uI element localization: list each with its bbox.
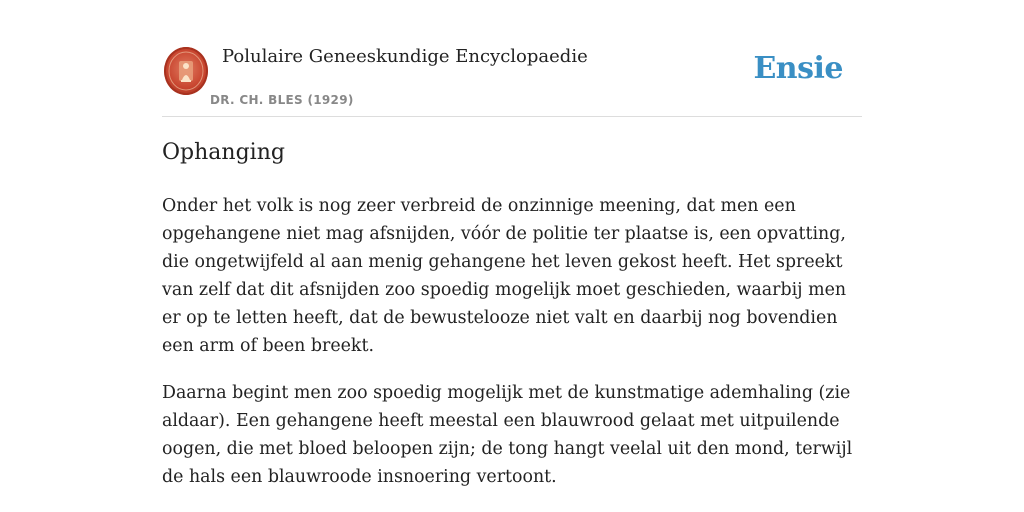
book-seal-icon[interactable] — [164, 47, 208, 95]
article-paragraph: Onder het volk is nog zeer verbreid de onzinnige meening, dat men een opgehangene niet mag afsnijden, vóór de politie ter plaatse is, een opvatting, die ongetwijfeld al aan menig gehangene het leven gekost heeft. Het spreekt van zelf dat dit afsnijden zoo spoedig mogelijk moet geschieden, waarbij men er op te letten heeft, dat de bewustelooze niet valt en daarbij nog bovendien een arm of been breekt. — [162, 196, 847, 356]
ensie-logo-link[interactable]: Ensie — [753, 51, 843, 86]
article-title: Ophanging — [162, 140, 285, 165]
page — [162, 0, 862, 512]
article-body — [162, 192, 862, 510]
article-paragraph: Daarna begint men zoo spoedig mogelijk met de kunstmatige ademhaling (zie aldaar). Een gehangene heeft meestal een blauwrood gelaat met uitpuilende oogen, die met bloed beloopen zijn; de tong hangt veelal uit den mond, terwijl de hals een blauwroode insnoering vertoont. — [162, 383, 853, 487]
book-title[interactable]: Polulaire Geneeskundige Encyclopaedie — [222, 46, 588, 67]
header — [162, 0, 862, 117]
book-author: DR. CH. BLES (1929) — [210, 93, 354, 107]
